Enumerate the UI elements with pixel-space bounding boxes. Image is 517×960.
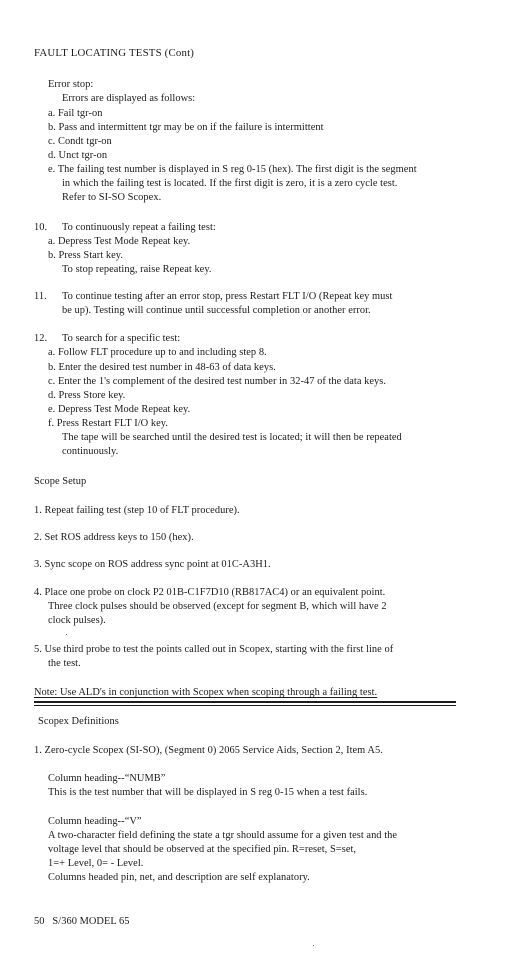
v-column-text-3: 1=+ Level, 0= - Level. <box>48 858 144 869</box>
step12-item-f: f. Press Restart FLT I/O key. <box>48 418 168 429</box>
numb-column-text: This is the test number that will be displayed in S reg 0-15 when a test fails. <box>48 787 368 798</box>
error-item-e-ref: Refer to SI-SO Scopex. <box>62 192 162 203</box>
note-line: Note: Use ALD's in conjunction with Scopex when scoping through a failing test. <box>34 687 378 698</box>
error-stop-intro: Errors are displayed as follows: <box>62 93 196 104</box>
error-item-d: d. Unct tgr-on <box>48 150 108 161</box>
step11-line2: be up). Testing will continue until successful completion or another error. <box>62 305 371 316</box>
error-item-a: a. Fail tgr-on <box>48 108 103 119</box>
step12-item-e: e. Depress Test Mode Repeat key. <box>48 404 191 415</box>
page-speck-footer <box>313 945 314 946</box>
scope-step-4: 4. Place one probe on clock P2 01B-C1F7D10 (RB817AC4) or an equivalent point. <box>34 587 386 598</box>
scope-step-3: 3. Sync scope on ROS address sync point at 01C-A3H1. <box>34 559 271 570</box>
scope-step-1: 1. Repeat failing test (step 10 of FLT procedure). <box>34 505 240 516</box>
scope-setup-heading: Scope Setup <box>34 476 87 487</box>
scope-step-2: 2. Set ROS address keys to 150 (hex). <box>34 532 194 543</box>
page-speck <box>66 634 67 635</box>
numb-column-heading: Column heading--“NUMB” <box>48 773 166 784</box>
columns-note: Columns headed pin, net, and description are self explanatory. <box>48 872 310 883</box>
scope-step-5: 5. Use third probe to test the points called out in Scopex, starting with the first line of <box>34 644 394 655</box>
step12-item-d: d. Press Store key. <box>48 390 126 401</box>
page-footer: 50 S/360 MODEL 65 <box>34 916 130 927</box>
v-column-text-2: voltage level that should be observed at the specified pin. R=reset, S=set, <box>48 844 357 855</box>
page-title: FAULT LOCATING TESTS (Cont) <box>34 47 195 59</box>
step12-search-note: The tape will be searched until the desired test is located; it will then be repeated <box>62 432 402 443</box>
step12-item-a: a. Follow FLT procedure up to and including step 8. <box>48 347 267 358</box>
scopex-definitions-heading: Scopex Definitions <box>38 716 119 727</box>
step10-item-b: b. Press Start key. <box>48 250 124 261</box>
step12-item-b: b. Enter the desired test number in 48-63 of data keys. <box>48 362 276 373</box>
step12-item-c: c. Enter the 1's complement of the desired test number in 32-47 of the data keys. <box>48 376 387 387</box>
step10-number: 10. <box>34 222 48 233</box>
scope-step-4-cont: Three clock pulses should be observed (except for segment B, which will have 2 <box>48 601 387 612</box>
note-rule <box>34 701 456 703</box>
v-column-text-1: A two-character field defining the state a tgr should assume for a given test and the <box>48 830 398 841</box>
step10-text: To continuously repeat a failing test: <box>62 222 216 233</box>
step12-search-note-cont: continuously. <box>62 446 119 457</box>
step11-line1: To continue testing after an error stop, press Restart FLT I/O (Repeat key must <box>62 291 393 302</box>
scopex-item-1: 1. Zero-cycle Scopex (SI-SO), (Segment 0) 2065 Service Aids, Section 2, Item A5. <box>34 745 383 756</box>
error-item-e-cont: in which the failing test is located. If the first digit is zero, it is a zero cycle test. <box>62 178 398 189</box>
error-item-e: e. The failing test number is displayed in S reg 0-15 (hex). The first digit is the segment <box>48 164 417 175</box>
step10-stop-note: To stop repeating, raise Repeat key. <box>62 264 212 275</box>
step10-item-a: a. Depress Test Mode Repeat key. <box>48 236 191 247</box>
v-column-heading: Column heading--“V” <box>48 816 142 827</box>
error-item-c: c. Condt tgr-on <box>48 136 112 147</box>
step12-text: To search for a specific test: <box>62 333 181 344</box>
note-rule-thin <box>34 705 456 706</box>
scope-step-5-cont: the test. <box>48 658 81 669</box>
step11-number: 11. <box>34 291 47 302</box>
step12-number: 12. <box>34 333 48 344</box>
error-stop-heading: Error stop: <box>48 79 94 90</box>
scope-step-4-cont2: clock pulses). <box>48 615 106 626</box>
error-item-b: b. Pass and intermittent tgr may be on if the failure is intermittent <box>48 122 324 133</box>
